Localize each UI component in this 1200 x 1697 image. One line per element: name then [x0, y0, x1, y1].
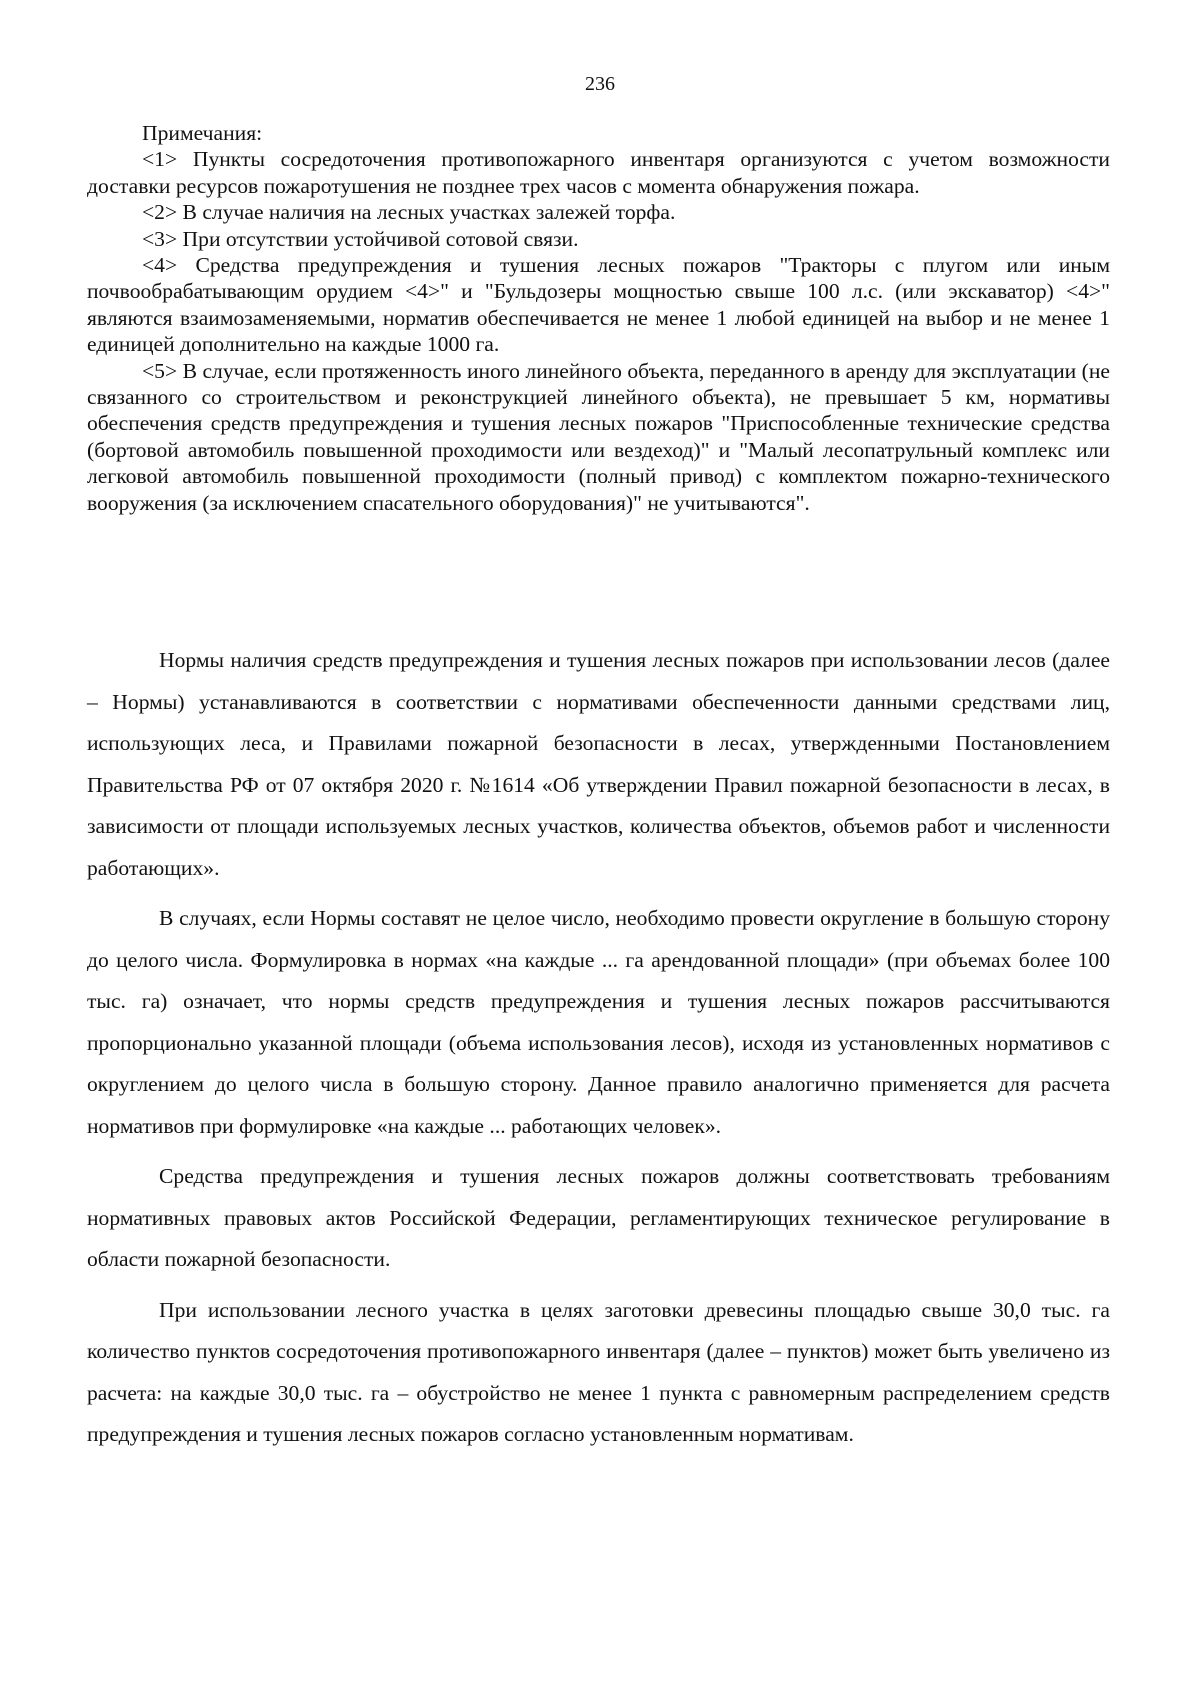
paragraph: В случаях, если Нормы составят не целое число, необходимо провести округление в большую сторону до целого числа. Формулировка в нормах «на каждые ... га арендованной площади» (при объемах более 100 тыс. га) означает, что нормы средств предупреждения и тушения лесных пожаров рассчитываются пропорционально указанной площади (объема использования лесов), исходя из установленных нормативов с округлением до целого числа в большую сторону. Данное правило аналогично применяется для расчета нормативов при формулировке «на каждые ... работающих человек». — [87, 906, 1110, 1138]
note-item: <1> Пункты сосредоточения противопожарного инвентаря организуются с учетом возможности доставки ресурсов пожаротушения не позднее трех часов с момента обнаружения пожара. — [87, 147, 1110, 198]
notes-section — [87, 120, 1110, 516]
note-item: <4> Средства предупреждения и тушения лесных пожаров "Тракторы с плугом или иным почвообрабатывающим орудием <4>" и "Бульдозеры мощностью свыше 100 л.с. (или экскаватор) <4>" являются взаимозаменяемыми, норматив обеспечивается не менее 1 любой единицей на выбор и не менее 1 единицей дополнительно на каждые 1000 га. — [87, 253, 1110, 357]
note-item: <5> В случае, если протяженность иного линейного объекта, переданного в аренду для эксплуатации (не связанного со строительством и реконструкцией линейного объекта), не превышает 5 км, нормативы обеспечения средств предупреждения и тушения лесных пожаров "Приспособленные технические средства (бортовой автомобиль повышенной проходимости или вездеход)" и "Малый лесопатрульный комплекс или легковой автомобиль повышенной проходимости (полный привод) с комплектом пожарно-технического вооружения (за исключением спасательного оборудования)" не учитываются". — [87, 358, 1110, 515]
paragraph: Средства предупреждения и тушения лесных пожаров должны соответствовать требованиям нормативных правовых актов Российской Федерации, регламентирующих техническое регулирование в области пожарной безопасности. — [87, 1164, 1110, 1271]
page-number: 236 — [585, 73, 615, 95]
paragraph: Нормы наличия средств предупреждения и тушения лесных пожаров при использовании лесов (далее – Нормы) устанавливаются в соответствии с нормативами обеспеченности данными средствами лиц, использующих леса, и Правилами пожарной безопасности в лесах, утвержденными Постановлением Правительства РФ от 07 октября 2020 г. №1614 «Об утверждении Правил пожарной безопасности в лесах, в зависимости от площади используемых лесных участков, количества объектов, объемов работ и численности работающих». — [87, 648, 1110, 880]
notes-heading: Примечания: — [142, 121, 263, 145]
note-item: <2> В случае наличия на лесных участках залежей торфа. — [142, 200, 676, 225]
note-item: <3> При отсутствии устойчивой сотовой связи. — [142, 226, 579, 251]
paragraph: При использовании лесного участка в целях заготовки древесины площадью свыше 30,0 тыс. га количество пунктов сосредоточения противопожарного инвентаря (далее – пунктов) может быть увеличено из расчета: на каждые 30,0 тыс. га – обустройство не менее 1 пункта с равномерным распределением средств предупреждения и тушения лесных пожаров согласно установленным нормативам. — [87, 1297, 1110, 1446]
main-text — [87, 640, 1110, 1456]
